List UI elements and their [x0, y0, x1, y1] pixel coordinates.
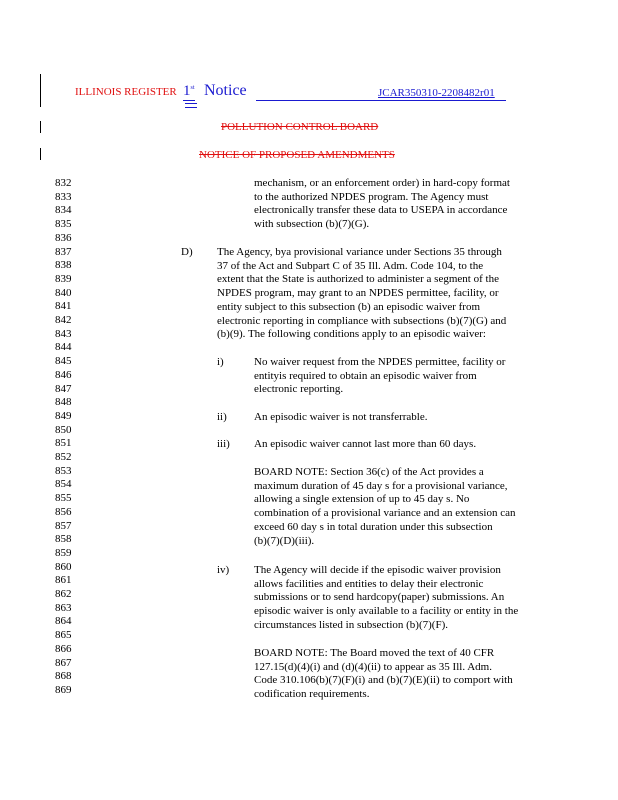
line-number: 852 — [55, 451, 72, 463]
line-number: 867 — [55, 656, 72, 669]
line-number: 855 — [55, 492, 72, 505]
board-note-1 — [254, 466, 515, 548]
notice-title: Notice — [204, 82, 247, 99]
text-line: 37 of the Act and Subpart C of 35 Ill. Adm. Code 104, to the — [217, 259, 484, 272]
text-line: (b)(7)(D)(iii). — [254, 534, 315, 547]
text-line: entity subject to this subsection (b) an episodic waiver from — [217, 300, 481, 313]
text-line: to the authorized NPDES program. The Agency must — [254, 190, 489, 203]
text-line: entityis required to obtain an episodic waiver from — [254, 369, 477, 382]
text-line: allows facilities and entities to delay their electronic — [254, 577, 484, 590]
paragraph-iii — [254, 438, 476, 452]
line-number: 861 — [55, 574, 72, 587]
number-double-underline — [185, 103, 197, 108]
text-line: mechanism, or an enforcement order) in hard-copy format — [254, 177, 510, 189]
text-line: extent that the State is authorized to administer a segment of the — [217, 273, 499, 286]
line-number: 859 — [55, 546, 72, 559]
label-d: D) — [181, 246, 193, 258]
line-number: 860 — [55, 560, 72, 573]
amendments-title: NOTICE OF PROPOSED AMENDMENTS — [199, 149, 395, 161]
line-number: 863 — [55, 601, 72, 614]
text-line: allowing a single extension of up to 45 day s. No — [254, 493, 470, 506]
line-number: 846 — [55, 368, 72, 381]
text-line: electronically transfer these data to USEPA in accordance — [254, 204, 508, 217]
line-number: 843 — [55, 327, 72, 340]
line-number: 834 — [55, 204, 72, 217]
line-number: 854 — [55, 478, 72, 491]
text-line: BOARD NOTE: The Board moved the text of 40 CFR — [254, 647, 495, 659]
label-ii: ii) — [217, 411, 227, 423]
line-number: 856 — [55, 505, 72, 518]
text-line: electronic reporting in compliance with subsections (b)(7)(G) and — [217, 314, 507, 327]
text-line: 127.15(d)(4)(i) and (d)(4)(ii) to appear as 35 Ill. Adm. — [254, 660, 492, 673]
line-number: 844 — [55, 341, 72, 354]
line-number: 837 — [55, 245, 72, 258]
line-number: 848 — [55, 396, 72, 409]
line-number: 869 — [55, 683, 72, 696]
line-number: 849 — [55, 409, 72, 422]
text-line: circumstances listed in subsection (b)(7)(F). — [254, 618, 448, 631]
notice-underline — [256, 100, 506, 101]
text-line: submissions or to send hardcopy(paper) submissions. An — [254, 591, 505, 604]
line-number: 862 — [55, 588, 72, 600]
text-line: electronic reporting. — [254, 383, 344, 396]
line-number: 838 — [55, 259, 72, 272]
board-title: POLLUTION CONTROL BOARD — [221, 121, 379, 133]
issue-number-suffix: st — [190, 85, 195, 91]
line-number: 865 — [55, 629, 72, 642]
line-number: 858 — [55, 533, 72, 546]
text-line: BOARD NOTE: Section 36(c) of the Act provides a — [254, 466, 484, 478]
line-number: 864 — [55, 615, 72, 628]
text-line: The Agency will decide if the episodic waiver provision — [254, 564, 501, 576]
text-line: maximum duration of 45 day s for a provisional variance, — [254, 479, 508, 492]
text-line: codification requirements. — [254, 688, 370, 701]
line-number: 866 — [55, 642, 72, 655]
line-number: 832 — [55, 177, 72, 189]
text-line: with subsection (b)(7)(G). — [254, 218, 370, 231]
text-line: episodic waiver is only available to a facility or entity in the — [254, 605, 519, 618]
text-line: An episodic waiver is not transferrable. — [254, 411, 428, 423]
line-number: 851 — [55, 437, 72, 450]
paragraph-i — [254, 356, 505, 397]
board-note-2 — [254, 647, 513, 702]
line-number: 836 — [55, 231, 72, 244]
line-number: 835 — [55, 218, 72, 231]
change-bar — [40, 148, 41, 160]
text-line: (b)(9). The following conditions apply to an episodic waiver: — [217, 328, 486, 341]
change-bar — [40, 121, 41, 133]
line-number: 840 — [55, 286, 72, 299]
label-iii: iii) — [217, 438, 230, 450]
line-number: 839 — [55, 272, 72, 285]
text-line: Code 310.106(b)(7)(F)(i) and (b)(7)(E)(ii) to comport with — [254, 674, 513, 687]
line-number: 868 — [55, 670, 72, 683]
issue-number — [183, 83, 195, 101]
label-i: i) — [217, 356, 224, 368]
line-number: 847 — [55, 382, 72, 395]
line-number: 841 — [55, 300, 72, 313]
line-number: 850 — [55, 423, 72, 436]
change-bar — [40, 74, 41, 107]
paragraph-d — [217, 246, 506, 342]
text-line: The Agency, bya provisional variance under Sections 35 through — [217, 246, 502, 258]
paragraph-iv — [254, 564, 518, 633]
register-header: ILLINOIS REGISTER — [75, 86, 177, 98]
line-number: 857 — [55, 519, 72, 532]
line-number: 833 — [55, 190, 72, 203]
text-line: An episodic waiver cannot last more than 60 days. — [254, 438, 477, 450]
line-number: 845 — [55, 355, 72, 368]
text-line: exceed 60 day s in total duration under this subsection — [254, 520, 493, 533]
line-number: 842 — [55, 314, 72, 326]
text-line: No waiver request from the NPDES permittee, facility or — [254, 356, 506, 368]
issue-number-value: 1 — [183, 83, 191, 99]
text-line: combination of a provisional variance and an extension can — [254, 507, 516, 520]
paragraph-continuation — [254, 177, 510, 232]
line-number: 853 — [55, 464, 72, 477]
doc-id: JCAR350310-2208482r01 — [378, 87, 495, 99]
paragraph-ii — [254, 411, 428, 425]
text-line: NPDES program, may grant to an NPDES permittee, facility, or — [217, 287, 499, 300]
label-iv: iv) — [217, 564, 230, 576]
